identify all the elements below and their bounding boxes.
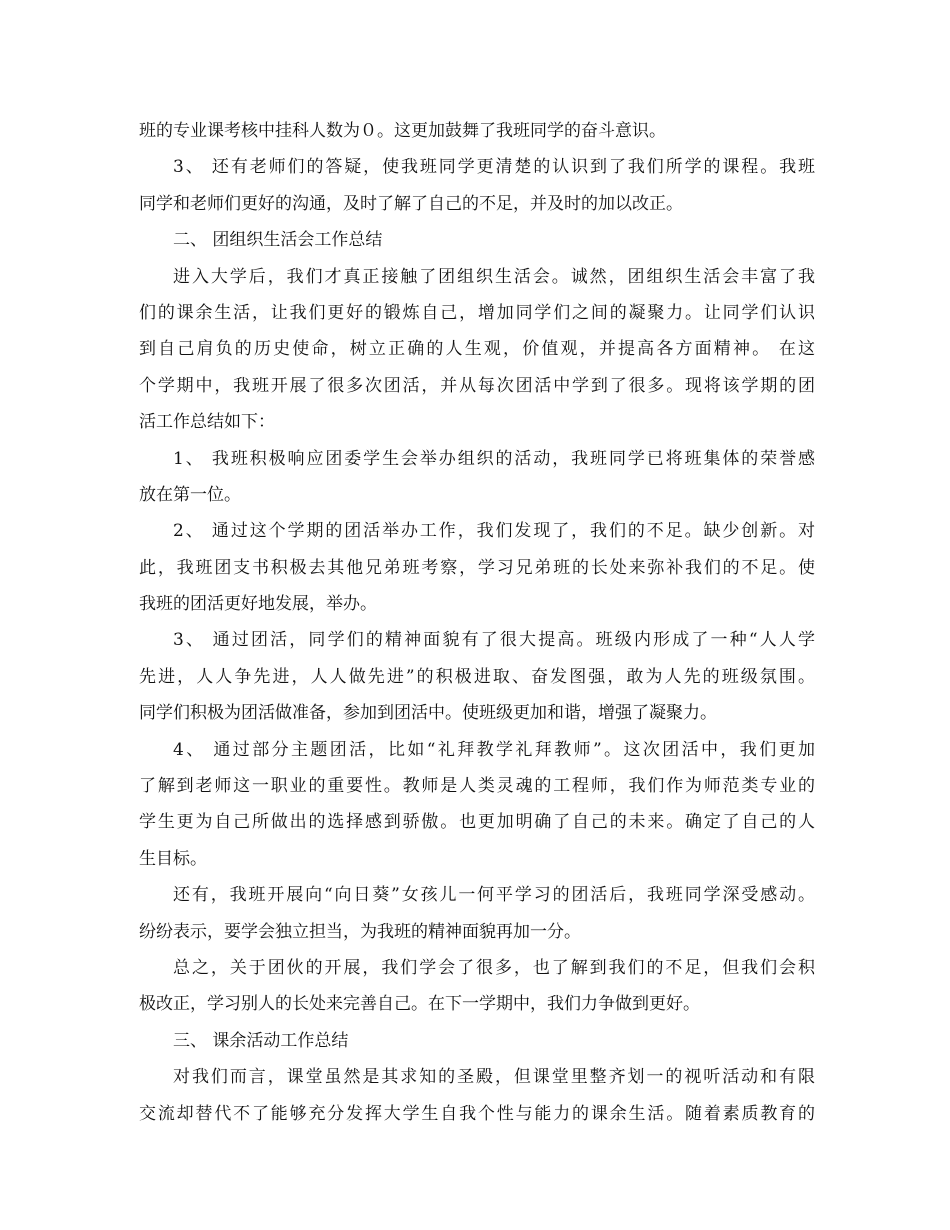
text-line: 进入大学后，我们才真正接触了团组织生活会。诚然，团组织生活会丰富了我 [173, 266, 815, 287]
text-line: 交流却替代不了能够充分发挥大学生自我个性与能力的课余生活。随着素质教育的 [139, 1103, 815, 1124]
text-line: 同学们积极为团活做准备，参加到团活中。使班级更加和谐，增强了凝聚力。 [139, 703, 717, 724]
text-line: 我班的团活更好地发展，举办。 [139, 594, 377, 615]
text-line: 3、 通过团活，同学们的精神面貌有了很大提高。班级内形成了一种“人人学 [173, 630, 815, 651]
text-line: 三、 课余活动工作总结 [173, 1030, 349, 1051]
text-line: 对我们而言，课堂虽然是其求知的圣殿，但课堂里整齐划一的视听活动和有限 [173, 1067, 815, 1088]
text-line: 总之，关于团伙的开展，我们学会了很多，也了解到我们的不足，但我们会积 [173, 957, 815, 978]
text-line: 1、 我班积极响应团委学生会举办组织的活动，我班同学已将班集体的荣誉感 [173, 448, 815, 469]
text-line: 班的专业课考核中挂科人数为０。这更加鼓舞了我班同学的奋斗意识。 [139, 121, 666, 141]
text-line: 先进，人人争先进，人人做先进”的积极进取、奋发图强，敢为人先的班级氛围。 [139, 666, 815, 687]
text-line: 到自己肩负的历史使命，树立正确的人生观，价值观，并提高各方面精神。 在这 [139, 339, 815, 360]
text-line: 还有，我班开展向“向日葵”女孩儿一何平学习的团活后，我班同学深受感动。 [173, 885, 815, 906]
text-line: 活工作总结如下： [139, 412, 275, 433]
text-line: 纷纷表示，要学会独立担当，为我班的精神面貌再加一分。 [139, 921, 581, 942]
text-line: 2、 通过这个学期的团活举办工作，我们发现了，我们的不足。缺少创新。对 [173, 521, 815, 542]
text-line: 4、 通过部分主题团活，比如“礼拜教学礼拜教师”。这次团活中，我们更加 [173, 739, 815, 760]
text-line: 二、 团组织生活会工作总结 [173, 230, 383, 251]
text-line: 学生更为自己所做出的选择感到骄傲。也更加明确了自己的未来。确定了自己的人 [139, 812, 815, 833]
text-line: 放在第一位。 [139, 484, 241, 505]
text-line: 同学和老师们更好的沟通，及时了解了自己的不足，并及时的加以改正。 [139, 193, 683, 214]
text-line: 极改正，学习别人的长处来完善自己。在下一学期中，我们力争做到更好。 [139, 994, 700, 1015]
text-line: 个学期中，我班开展了很多次团活，并从每次团活中学到了很多。现将该学期的团 [139, 375, 815, 396]
document-page [139, 113, 815, 1132]
text-line: 生目标。 [139, 848, 207, 869]
text-line: 们的课余生活，让我们更好的锻炼自己，增加同学们之间的凝聚力。让同学们认识 [139, 302, 815, 323]
text-line: 3、 还有老师们的答疑，使我班同学更清楚的认识到了我们所学的课程。我班 [173, 157, 815, 178]
text-line: 了解到老师这一职业的重要性。教师是人类灵魂的工程师，我们作为师范类专业的 [139, 776, 815, 797]
text-line: 此，我班团支书积极去其他兄弟班考察，学习兄弟班的长处来弥补我们的不足。使 [139, 557, 815, 578]
